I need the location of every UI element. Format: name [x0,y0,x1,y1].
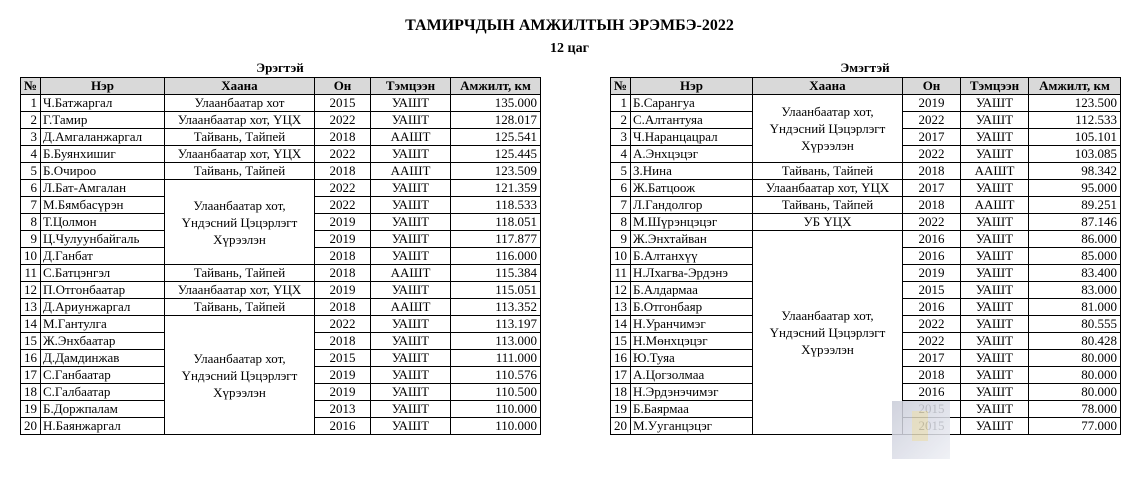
rank-cell: 8 [611,214,631,231]
athlete-name-cell: Н.Лхагва-Эрдэнэ [631,265,753,282]
result-cell: 80.000 [1029,367,1121,384]
year-cell: 2022 [315,316,371,333]
event-cell: УАШТ [961,146,1029,163]
rank-cell: 7 [611,197,631,214]
athlete-name-cell: Ж.Энхтайван [631,231,753,248]
result-cell: 115.384 [451,265,541,282]
event-cell: УАШТ [961,214,1029,231]
rank-cell: 15 [611,333,631,350]
location-cell: Тайвань, Тайпей [165,299,315,316]
year-cell: 2018 [315,333,371,350]
year-cell: 2018 [315,163,371,180]
event-cell: УАШТ [961,112,1029,129]
rank-cell: 13 [611,299,631,316]
location-cell: Тайвань, Тайпей [165,163,315,180]
location-cell: Тайвань, Тайпей [165,129,315,146]
rank-cell: 9 [21,231,41,248]
year-cell: 2016 [903,248,961,265]
athlete-name-cell: Б.Отгонбаяр [631,299,753,316]
event-cell: УАШТ [961,265,1029,282]
rank-cell: 1 [611,95,631,112]
athlete-name-cell: Ч.Батжаргал [41,95,165,112]
athlete-name-cell: П.Отгонбаатар [41,282,165,299]
location-cell: Улаанбаатар хот, Үндэсний Цэцэрлэгт Хүрээлэн [165,180,315,265]
year-cell: 2019 [903,265,961,282]
result-cell: 110.500 [451,384,541,401]
rank-cell: 3 [21,129,41,146]
location-cell: Улаанбаатар хот, Үндэсний Цэцэрлэгт Хүрээлэн [753,95,903,163]
event-cell: УАШТ [371,350,451,367]
year-cell: 2013 [315,401,371,418]
table-row [611,95,1121,112]
header-year: Он [903,78,961,95]
year-cell: 2022 [903,112,961,129]
event-cell: ААШТ [961,197,1029,214]
athlete-name-cell: Б.Буянхишиг [41,146,165,163]
year-cell: 2015 [315,95,371,112]
result-cell: 123.500 [1029,95,1121,112]
header-location: Хаана [165,78,315,95]
table-row [21,282,541,299]
rank-cell: 19 [21,401,41,418]
result-cell: 83.400 [1029,265,1121,282]
athlete-name-cell: Б.Баярмаа [631,401,753,418]
event-cell: УАШТ [961,95,1029,112]
table-row [611,231,1121,248]
result-cell: 113.000 [451,333,541,350]
year-cell: 2018 [315,299,371,316]
rank-cell: 18 [611,384,631,401]
result-cell: 95.000 [1029,180,1121,197]
result-cell: 105.101 [1029,129,1121,146]
athlete-name-cell: С.Алтантуяа [631,112,753,129]
year-cell: 2016 [903,384,961,401]
athlete-name-cell: М.Ууганцэцэг [631,418,753,435]
event-cell: УАШТ [961,180,1029,197]
athlete-name-cell: А.Энхцэцэг [631,146,753,163]
table-row [611,197,1121,214]
event-cell: УАШТ [961,384,1029,401]
location-cell: Улаанбаатар хот, Үндэсний Цэцэрлэгт Хүрээлэн [753,231,903,435]
athlete-name-cell: Ц.Чулуунбайгаль [41,231,165,248]
athlete-name-cell: С.Ганбаатар [41,367,165,384]
result-cell: 125.445 [451,146,541,163]
result-cell: 89.251 [1029,197,1121,214]
year-cell: 2017 [903,180,961,197]
rank-cell: 2 [21,112,41,129]
athlete-name-cell: Н.Эрдэнэчимэг [631,384,753,401]
table-row [21,163,541,180]
event-cell: УАШТ [371,197,451,214]
year-cell: 2022 [315,180,371,197]
year-cell: 2018 [315,129,371,146]
table-row [611,180,1121,197]
event-cell: ААШТ [961,163,1029,180]
athlete-name-cell: Н.Уранчимэг [631,316,753,333]
table-row [21,316,541,333]
event-cell: УАШТ [961,129,1029,146]
event-cell: УАШТ [371,333,451,350]
watermark-logo [892,401,950,459]
event-cell: УАШТ [371,231,451,248]
event-cell: УАШТ [961,367,1029,384]
year-cell: 2019 [315,384,371,401]
year-cell: 2018 [315,248,371,265]
athlete-name-cell: Б.Очироо [41,163,165,180]
page-title: ТАМИРЧДЫН АМЖИЛТЫН ЭРЭМБЭ-2022 [405,17,734,34]
rank-cell: 15 [21,333,41,350]
rank-cell: 10 [21,248,41,265]
location-cell: Улаанбаатар хот [165,95,315,112]
event-cell: УАШТ [371,248,451,265]
table-row [21,95,541,112]
rank-cell: 12 [21,282,41,299]
location-cell: УБ ҮЦХ [753,214,903,231]
event-cell: УАШТ [371,316,451,333]
women-section-label: Эмэгтэй [840,60,890,75]
rank-cell: 5 [611,163,631,180]
header-year: Он [315,78,371,95]
result-cell: 128.017 [451,112,541,129]
year-cell: 2016 [315,418,371,435]
result-cell: 113.352 [451,299,541,316]
rank-cell: 10 [611,248,631,265]
location-cell: Улаанбаатар хот, ҮЦХ [165,282,315,299]
rank-cell: 6 [611,180,631,197]
rank-cell: 17 [611,367,631,384]
rank-cell: 13 [21,299,41,316]
year-cell: 2022 [903,146,961,163]
result-cell: 98.342 [1029,163,1121,180]
rank-cell: 3 [611,129,631,146]
page-subtitle: 12 цаг [550,41,589,56]
event-cell: УАШТ [371,214,451,231]
event-cell: УАШТ [961,316,1029,333]
athlete-name-cell: Ж.Энхбаатар [41,333,165,350]
result-cell: 110.576 [451,367,541,384]
athlete-name-cell: Н.Баянжаргал [41,418,165,435]
rank-cell: 18 [21,384,41,401]
women-results-table [610,77,1121,435]
rank-cell: 4 [611,146,631,163]
year-cell: 2017 [903,129,961,146]
year-cell: 2022 [903,214,961,231]
event-cell: УАШТ [371,112,451,129]
table-row [21,299,541,316]
rank-cell: 1 [21,95,41,112]
result-cell: 113.197 [451,316,541,333]
athlete-name-cell: Д.Ариунжаргал [41,299,165,316]
result-cell: 115.051 [451,282,541,299]
rank-cell: 2 [611,112,631,129]
event-cell: УАШТ [961,231,1029,248]
rank-cell: 12 [611,282,631,299]
result-cell: 78.000 [1029,401,1121,418]
athlete-name-cell: Д.Ганбат [41,248,165,265]
athlete-name-cell: Ю.Туяа [631,350,753,367]
athlete-name-cell: А.Цогзолмаа [631,367,753,384]
athlete-name-cell: М.Шүрэнцэцэг [631,214,753,231]
event-cell: УАШТ [371,367,451,384]
event-cell: УАШТ [371,95,451,112]
header-no: № [21,78,41,95]
result-cell: 117.877 [451,231,541,248]
result-cell: 87.146 [1029,214,1121,231]
event-cell: УАШТ [961,282,1029,299]
result-cell: 81.000 [1029,299,1121,316]
header-event: Тэмцээн [371,78,451,95]
result-cell: 80.000 [1029,350,1121,367]
event-cell: УАШТ [371,282,451,299]
rank-cell: 11 [21,265,41,282]
year-cell: 2015 [903,282,961,299]
result-cell: 121.359 [451,180,541,197]
result-cell: 80.555 [1029,316,1121,333]
year-cell: 2019 [315,367,371,384]
year-cell: 2017 [903,350,961,367]
men-section-label: Эрэгтэй [256,60,304,75]
header-location: Хаана [753,78,903,95]
rank-cell: 20 [611,418,631,435]
event-cell: УАШТ [371,401,451,418]
athlete-name-cell: Н.Мөнхцэцэг [631,333,753,350]
rank-cell: 14 [611,316,631,333]
athlete-name-cell: М.Гантулга [41,316,165,333]
header-result: Амжилт, км [1029,78,1121,95]
year-cell: 2022 [315,146,371,163]
result-cell: 135.000 [451,95,541,112]
year-cell: 2022 [315,112,371,129]
rank-cell: 8 [21,214,41,231]
event-cell: УАШТ [371,418,451,435]
result-cell: 112.533 [1029,112,1121,129]
year-cell: 2019 [315,214,371,231]
table-row [611,214,1121,231]
event-cell: УАШТ [961,401,1029,418]
athlete-name-cell: Ж.Батцоож [631,180,753,197]
athlete-name-cell: Т.Цолмон [41,214,165,231]
table-row [21,112,541,129]
event-cell: ААШТ [371,265,451,282]
result-cell: 111.000 [451,350,541,367]
athlete-name-cell: Л.Бат-Амгалан [41,180,165,197]
result-cell: 118.533 [451,197,541,214]
year-cell: 2019 [903,95,961,112]
result-cell: 80.428 [1029,333,1121,350]
table-row [21,180,541,197]
event-cell: УАШТ [371,180,451,197]
header-name: Нэр [41,78,165,95]
result-cell: 123.509 [451,163,541,180]
location-cell: Тайвань, Тайпей [165,265,315,282]
location-cell: Улаанбаатар хот, ҮЦХ [165,112,315,129]
rank-cell: 7 [21,197,41,214]
year-cell: 2022 [903,316,961,333]
event-cell: УАШТ [371,146,451,163]
event-cell: ААШТ [371,299,451,316]
athlete-name-cell: Д.Дамдинжав [41,350,165,367]
header-event: Тэмцээн [961,78,1029,95]
event-cell: ААШТ [371,163,451,180]
athlete-name-cell: Б.Доржпалам [41,401,165,418]
event-cell: УАШТ [961,299,1029,316]
event-cell: УАШТ [961,350,1029,367]
athlete-name-cell: Ч.Наранцацрал [631,129,753,146]
location-cell: Улаанбаатар хот, Үндэсний Цэцэрлэгт Хүрээлэн [165,316,315,435]
year-cell: 2016 [903,231,961,248]
rank-cell: 9 [611,231,631,248]
event-cell: УАШТ [961,418,1029,435]
result-cell: 77.000 [1029,418,1121,435]
location-cell: Тайвань, Тайпей [753,197,903,214]
year-cell: 2018 [315,265,371,282]
table-row [611,163,1121,180]
table-header-row [611,78,1121,95]
table-row [21,129,541,146]
result-cell: 86.000 [1029,231,1121,248]
athlete-name-cell: М.Бямбасүрэн [41,197,165,214]
year-cell: 2015 [315,350,371,367]
result-cell: 110.000 [451,418,541,435]
men-results-table [20,77,541,435]
year-cell: 2019 [315,282,371,299]
rank-cell: 5 [21,163,41,180]
result-cell: 118.051 [451,214,541,231]
result-cell: 110.000 [451,401,541,418]
athlete-name-cell: С.Галбаатар [41,384,165,401]
event-cell: УАШТ [961,333,1029,350]
rank-cell: 16 [611,350,631,367]
location-cell: Тайвань, Тайпей [753,163,903,180]
header-result: Амжилт, км [451,78,541,95]
year-cell: 2018 [903,367,961,384]
athlete-name-cell: Д.Амгаланжаргал [41,129,165,146]
athlete-name-cell: Б.Сарангуа [631,95,753,112]
athlete-name-cell: С.Батцэнгэл [41,265,165,282]
table-row [21,146,541,163]
year-cell: 2019 [315,231,371,248]
year-cell: 2016 [903,299,961,316]
rank-cell: 11 [611,265,631,282]
event-cell: ААШТ [371,129,451,146]
rank-cell: 16 [21,350,41,367]
rank-cell: 20 [21,418,41,435]
athlete-name-cell: Г.Тамир [41,112,165,129]
year-cell: 2018 [903,163,961,180]
header-no: № [611,78,631,95]
header-name: Нэр [631,78,753,95]
event-cell: УАШТ [961,248,1029,265]
result-cell: 83.000 [1029,282,1121,299]
rank-cell: 6 [21,180,41,197]
event-cell: УАШТ [371,384,451,401]
athlete-name-cell: Л.Гандолгор [631,197,753,214]
result-cell: 125.541 [451,129,541,146]
athlete-name-cell: Б.Алдармаа [631,282,753,299]
result-cell: 85.000 [1029,248,1121,265]
athlete-name-cell: З.Нина [631,163,753,180]
rank-cell: 19 [611,401,631,418]
rank-cell: 14 [21,316,41,333]
rank-cell: 4 [21,146,41,163]
year-cell: 2022 [903,333,961,350]
table-row [21,265,541,282]
rank-cell: 17 [21,367,41,384]
table-header-row [21,78,541,95]
result-cell: 103.085 [1029,146,1121,163]
year-cell: 2018 [903,197,961,214]
location-cell: Улаанбаатар хот, ҮЦХ [165,146,315,163]
athlete-name-cell: Б.Алтанхүү [631,248,753,265]
year-cell: 2022 [315,197,371,214]
location-cell: Улаанбаатар хот, ҮЦХ [753,180,903,197]
result-cell: 116.000 [451,248,541,265]
result-cell: 80.000 [1029,384,1121,401]
